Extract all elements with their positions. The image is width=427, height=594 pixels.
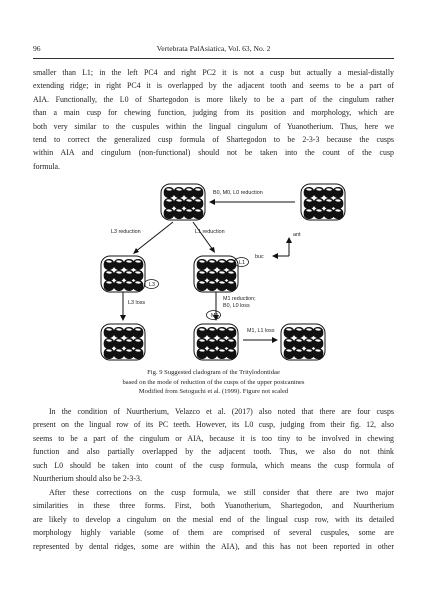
cladogram-figure [33, 178, 394, 364]
text-line: seems to be a part of the cingulum or AIA, because it is too tiny to be involved in chewing [33, 433, 394, 443]
label-l1: L1 [239, 260, 245, 266]
tooth-group-mid-center [194, 256, 238, 292]
journal-title: Vertebrata PalAsiatica, Vol. 63, No. 2 [156, 44, 271, 53]
text-line: After these corrections on the cusp formula, we still consider that there are two major [49, 488, 394, 497]
tooth-group-bottom-center [194, 324, 238, 360]
caption-line: based on the mode of reduction of the cusps of the upper postcanines [122, 378, 305, 386]
tooth-group-top-left [161, 184, 213, 224]
tooth-group-bottom-left [101, 324, 145, 360]
text-line: morphology highly variable (some of them are comprised of several cuspules, some are [33, 528, 394, 538]
text-line: function and also partially overlapped by the adjacent tooth. Thus, we also do not think [33, 447, 394, 457]
label-l3: L3 [149, 282, 155, 288]
text-line: both very similar to the cuspules within the lingual cingulum of Yuanotherium. Thus, here we [33, 121, 394, 131]
text-line: than a main cusp for chewing function, judging from its position and morphology, which are [33, 108, 394, 118]
text-line: In the condition of Nuurtherium, Velazco et al. (2017) also noted that there are four cusps [49, 407, 394, 416]
label-b0-m0-l0-reduction: B0, M0, L0 reduction [213, 190, 263, 196]
text-line: tend to correct the generalized cusp formula of Shartegodon to be 2-3-3 because the cusps [33, 135, 394, 145]
text-line: such L0 should be taken into count of the cusp formula, which means the cusp formula of [33, 460, 394, 470]
figure-caption [33, 368, 394, 397]
label-l3-reduction: L3 reduction [111, 229, 141, 235]
label-m1-reduction: M1 reduction; [223, 296, 256, 302]
paragraph-1 [33, 66, 394, 173]
tooth-group-bottom-right [281, 324, 325, 360]
page-number: 96 [33, 44, 41, 53]
text-line: formula. [33, 161, 60, 171]
caption-line: Modified from Setoguchi et al. (1999). Figure not scaled [138, 388, 289, 396]
label-l3-loss: L3 loss [128, 300, 146, 306]
text-line: are likely to develop a cingulum on the mesial end of the lingual cusp row, with its detailed [33, 514, 394, 524]
tooth-group-top-right [301, 184, 345, 220]
text-line: Nuurtherium should also be 2-3-3. [33, 474, 142, 484]
cladogram-svg [33, 178, 394, 364]
tooth-group-mid-left [101, 256, 145, 292]
paragraph-3 [33, 486, 394, 553]
running-header [33, 44, 394, 56]
caption-line: Fig. 9 Suggested cladogram of the Tritylodontidae [147, 369, 280, 376]
label-m1: M1 [211, 313, 219, 319]
text-line: within AIA and cingulum (non-functional) should not be taken into the count of the cusp [33, 148, 394, 158]
label-buc: buc [255, 254, 264, 260]
text-line: extending ridge; in right PC4 it is overlapped by the adjacent tooth and seems to be a part of [33, 81, 394, 91]
label-l1-reduction: L1 reduction [195, 229, 225, 235]
label-b0-l0-loss: B0, L0 loss [223, 303, 250, 309]
label-m1-l1-loss: M1, L1 loss [247, 328, 275, 334]
text-line: smaller than L1; in the left PC4 and right PC2 it is not a cusp but actually a mesial-distally [33, 68, 394, 77]
text-line: represented by dental ridges, some are within the AIA), and this has not been reported in other [33, 541, 394, 551]
header-rule [33, 58, 394, 59]
text-line: similarities in these three forms. First, both Yuanotherium, Shartegodon, and Nuurtherium [33, 501, 394, 511]
paragraph-2 [33, 405, 394, 485]
text-line: present on the lingual row of its PC teeth. However, its L0 cusp, judging from their fig. 12, also [33, 420, 394, 430]
text-line: AIA. Functionally, the L0 of Shartegodon is more likely to be a part of the cingulum rather [33, 94, 394, 104]
label-ant: ant [293, 232, 301, 238]
